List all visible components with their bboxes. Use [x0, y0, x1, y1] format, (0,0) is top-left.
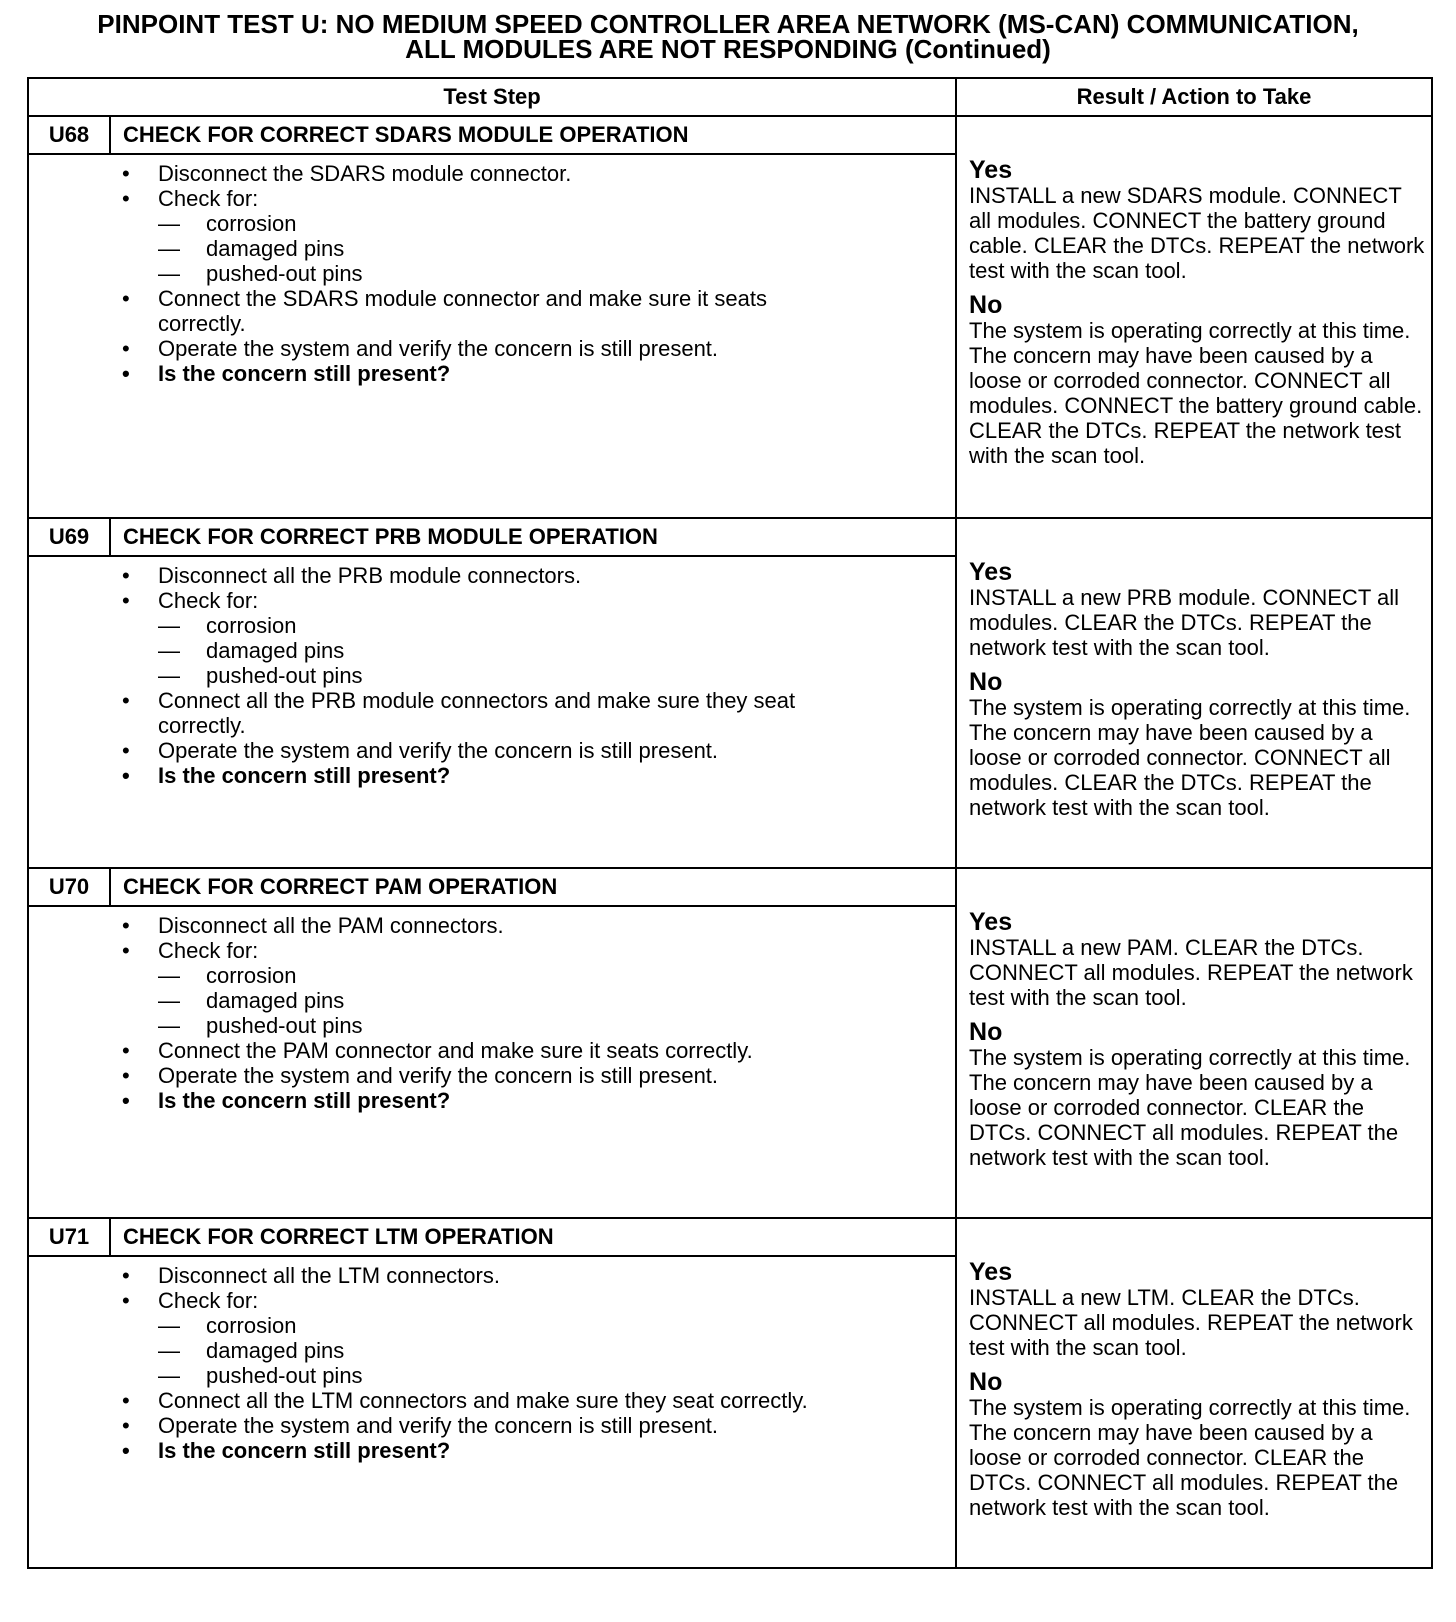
step-bullet: • Connect all the PRB module connectors and make sure they seat correctly. — [122, 688, 838, 738]
check-item: — damaged pins — [158, 638, 955, 663]
check-for-label: Check for: — [158, 1288, 259, 1313]
step-instructions — [28, 906, 956, 1218]
step-bullet: • Connect the SDARS module connector and make sure it seats correctly. — [122, 286, 858, 336]
step-result — [956, 518, 1432, 868]
step-result — [956, 116, 1432, 518]
check-item: — damaged pins — [158, 236, 955, 261]
step-instructions — [28, 1256, 956, 1568]
step-title: CHECK FOR CORRECT PAM OPERATION — [110, 868, 956, 906]
check-item: — damaged pins — [158, 1338, 955, 1363]
step-bullet — [122, 186, 955, 286]
no-action: The system is operating correctly at this time. The concern may have been caused by a loose or corroded connector. CLEAR the DTCs. CONNECT all modules. REPEAT the network test with the scan tool. — [969, 1045, 1411, 1170]
step-title-row — [28, 868, 1432, 906]
step-bullet: • Connect all the LTM connectors and make sure they seat correctly. — [122, 1388, 818, 1413]
step-instructions — [28, 556, 956, 868]
check-for-label: Check for: — [158, 588, 259, 613]
check-item: — corrosion — [158, 1313, 955, 1338]
no-action: The system is operating correctly at this time. The concern may have been caused by a loose or corroded connector. CLEAR the DTCs. CONNECT all modules. REPEAT the network test with the scan tool. — [969, 1395, 1411, 1520]
step-question: • Is the concern still present? — [122, 1438, 955, 1463]
yes-action: INSTALL a new LTM. CLEAR the DTCs. CONNECT all modules. REPEAT the network test with the scan tool. — [969, 1285, 1413, 1360]
no-label: No — [969, 1368, 1003, 1396]
step-bullet: • Disconnect the SDARS module connector. — [122, 161, 955, 186]
check-item: — damaged pins — [158, 988, 955, 1013]
yes-label: Yes — [969, 908, 1013, 936]
no-label: No — [969, 1018, 1003, 1046]
check-item: — pushed-out pins — [158, 1013, 955, 1038]
header-test-step: Test Step — [28, 78, 956, 116]
step-title: CHECK FOR CORRECT SDARS MODULE OPERATION — [110, 116, 956, 154]
check-item: — corrosion — [158, 211, 955, 236]
yes-label: Yes — [969, 558, 1013, 586]
step-question: • Is the concern still present? — [122, 763, 955, 788]
no-label: No — [969, 668, 1003, 696]
step-bullet: • Disconnect all the PRB module connectors. — [122, 563, 955, 588]
step-bullet — [122, 588, 955, 688]
check-item: — pushed-out pins — [158, 1363, 955, 1388]
step-bullet: • Disconnect all the LTM connectors. — [122, 1263, 955, 1288]
step-id: U70 — [28, 868, 110, 906]
step-title-row — [28, 1218, 1432, 1256]
step-result — [956, 1218, 1432, 1568]
no-action: The system is operating correctly at this time. The concern may have been caused by a loose or corroded connector. CONNECT all modules. CLEAR the DTCs. REPEAT the network test with the scan tool. — [969, 695, 1411, 820]
step-title-row — [28, 518, 1432, 556]
no-action: The system is operating correctly at this time. The concern may have been caused by a loose or corroded connector. CONNECT all modules. CONNECT the battery ground cable. CLEAR the DTCs. REPEAT the network test with the scan tool. — [969, 318, 1423, 468]
check-item: — pushed-out pins — [158, 663, 955, 688]
header-row — [28, 78, 1432, 116]
step-bullet: • Operate the system and verify the concern is still present. — [122, 738, 955, 763]
header-result: Result / Action to Take — [956, 78, 1432, 116]
step-bullet: • Operate the system and verify the concern is still present. — [122, 1063, 955, 1088]
check-item: — corrosion — [158, 613, 955, 638]
step-bullet: • Operate the system and verify the concern is still present. — [122, 1413, 955, 1438]
step-bullet: • Disconnect all the PAM connectors. — [122, 913, 955, 938]
no-label: No — [969, 291, 1003, 319]
check-item: — corrosion — [158, 963, 955, 988]
yes-label: Yes — [969, 156, 1013, 184]
yes-label: Yes — [969, 1258, 1013, 1286]
title-line-2: ALL MODULES ARE NOT RESPONDING (Continued) — [405, 34, 1051, 64]
step-bullet — [122, 938, 955, 1038]
title-line-1: PINPOINT TEST U: NO MEDIUM SPEED CONTROLLER AREA NETWORK (MS-CAN) COMMUNICATION, — [97, 9, 1359, 39]
step-title: CHECK FOR CORRECT LTM OPERATION — [110, 1218, 956, 1256]
step-title: CHECK FOR CORRECT PRB MODULE OPERATION — [110, 518, 956, 556]
step-title-row — [28, 116, 1432, 154]
check-for-label: Check for: — [158, 938, 259, 963]
step-id: U71 — [28, 1218, 110, 1256]
yes-action: INSTALL a new SDARS module. CONNECT all modules. CONNECT the battery ground cable. CLEAR the DTCs. REPEAT the network test with the scan tool. — [969, 183, 1425, 283]
pinpoint-test-table — [27, 77, 1433, 1569]
step-bullet — [122, 1288, 955, 1388]
step-instructions — [28, 154, 956, 518]
step-id: U68 — [28, 116, 110, 154]
yes-action: INSTALL a new PRB module. CONNECT all modules. CLEAR the DTCs. REPEAT the network test with the scan tool. — [969, 585, 1399, 660]
step-question: • Is the concern still present? — [122, 1088, 955, 1113]
page-title — [20, 9, 1436, 64]
check-for-label: Check for: — [158, 186, 259, 211]
step-result — [956, 868, 1432, 1218]
yes-action: INSTALL a new PAM. CLEAR the DTCs. CONNECT all modules. REPEAT the network test with the scan tool. — [969, 935, 1413, 1010]
step-question: • Is the concern still present? — [122, 361, 955, 386]
step-bullet: • Operate the system and verify the concern is still present. — [122, 336, 955, 361]
step-id: U69 — [28, 518, 110, 556]
step-bullet: • Connect the PAM connector and make sure it seats correctly. — [122, 1038, 955, 1063]
check-item: — pushed-out pins — [158, 261, 955, 286]
